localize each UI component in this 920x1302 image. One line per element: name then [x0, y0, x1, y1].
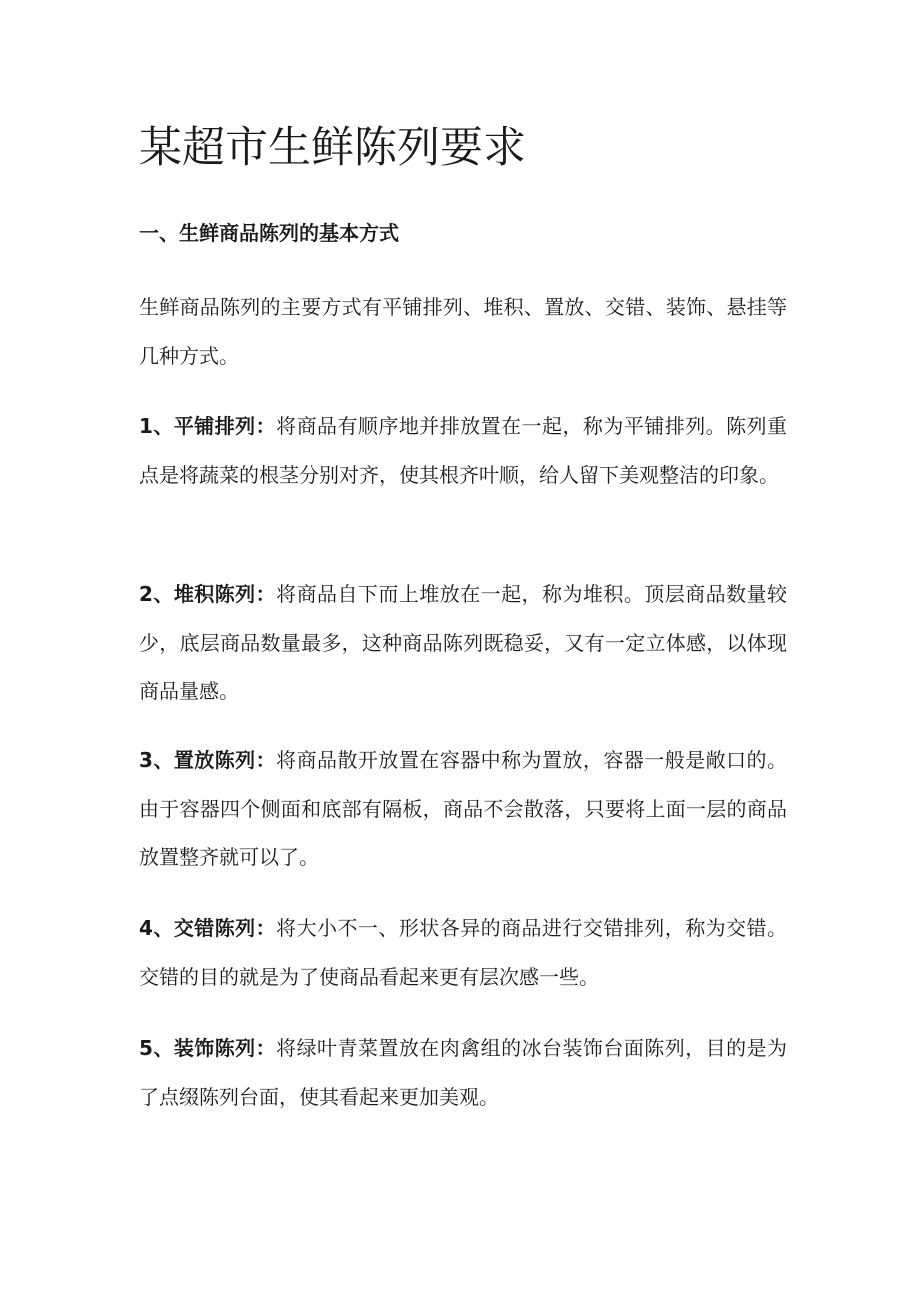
- item-lead: 2、堆积陈列：: [139, 582, 277, 606]
- document-title: 某超市生鲜陈列要求: [139, 123, 526, 173]
- list-item: [139, 402, 787, 499]
- item-lead: 4、交错陈列：: [139, 916, 277, 940]
- item-lead: 5、装饰陈列：: [139, 1036, 277, 1060]
- list-item: [139, 1024, 787, 1121]
- item-lead: 1、平铺排列：: [139, 414, 277, 438]
- intro-paragraph: 生鲜商品陈列的主要方式有平铺排列、堆积、置放、交错、装饰、悬挂等几种方式。: [139, 295, 787, 368]
- item-lead: 3、置放陈列：: [139, 748, 277, 772]
- list-item: [139, 736, 787, 882]
- item-text: 将商品散开放置在容器中称为置放，容器一般是敞口的。由于容器四个侧面和底部有隔板，商品不会散落，只要将上面一层的商品放置整齐就可以了。: [139, 748, 788, 869]
- list-item: [139, 904, 787, 1001]
- section-heading: 一、生鲜商品陈列的基本方式: [139, 221, 399, 245]
- list-item: [139, 570, 787, 716]
- item-text: 将大小不一、形状各异的商品进行交错排列，称为交错。交错的目的就是为了使商品看起来更有层次感一些。: [139, 916, 788, 989]
- item-text: 将绿叶青菜置放在肉禽组的冰台装饰台面陈列，目的是为了点缀陈列台面，使其看起来更加美观。: [139, 1036, 788, 1109]
- item-text: 将商品自下而上堆放在一起，称为堆积。顶层商品数量较少，底层商品数量最多，这种商品陈列既稳妥，又有一定立体感，以体现商品量感。: [139, 582, 788, 703]
- item-text: 将商品有顺序地并排放置在一起，称为平铺排列。陈列重点是将蔬菜的根茎分别对齐，使其根齐叶顺，给人留下美观整洁的印象。: [139, 414, 788, 487]
